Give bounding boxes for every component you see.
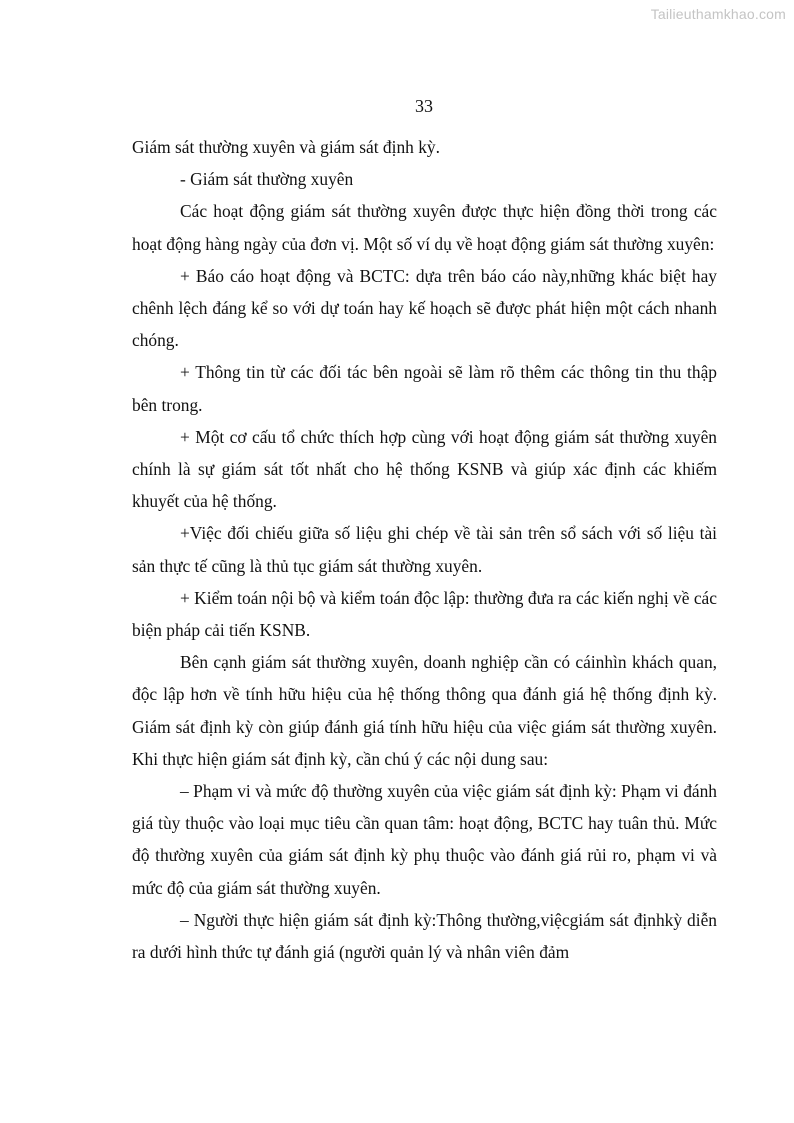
page-number: 33 — [415, 96, 433, 116]
bullet-paragraph: +Việc đối chiếu giữa số liệu ghi chép về tài sản trên sổ sách với số liệu tài sản thực tế cũng là thủ tục giám sát thường xuyên. — [132, 523, 717, 576]
bullet-paragraph: + Kiểm toán nội bộ và kiểm toán độc lập: thường đưa ra các kiến nghị về các biện pháp cải tiến KSNB. — [132, 587, 717, 641]
bullet-paragraph: + Báo cáo hoạt động và BCTC: dựa trên báo cáo này,những khác biệt hay chênh lệch đáng kể so với dự toán hay kế hoạch sẽ được phát hiện một cách nhanh chóng. — [132, 265, 717, 351]
watermark-text: Tailieuthamkhao.com — [650, 6, 786, 22]
bullet-paragraph: + Một cơ cấu tổ chức thích hợp cùng với hoạt động giám sát thường xuyên chính là sự giám sát tốt nhất cho hệ thống KSNB và giúp xác định các khiếm khuyết của hệ thống. — [132, 426, 717, 512]
paragraph: Bên cạnh giám sát thường xuyên, doanh nghiệp cần có cáinhìn khách quan, độc lập hơn về tính hữu hiệu của hệ thống thông qua đánh giá hệ thống định kỳ. Giám sát định kỳ còn giúp đánh giá tính hữu hiệu của việc giám sát thường xuyên. Khi thực hiện giám sát định kỳ, cần chú ý các nội dung sau: — [132, 652, 717, 769]
dash-paragraph: – Người thực hiện giám sát định kỳ:Thông thường,việcgiám sát địnhkỳ diễn ra dưới hình thức tự đánh giá (người quản lý và nhân viên đảm — [132, 909, 717, 963]
paragraph-subheading: - Giám sát thường xuyên — [180, 169, 354, 190]
dash-paragraph: – Phạm vi và mức độ thường xuyên của việc giám sát định kỳ: Phạm vi đánh giá tùy thuộc vào loại mục tiêu cần quan tâm: hoạt động, BCTC hay tuân thủ. Mức độ thường xuyên của giám sát định kỳ phụ thuộc vào đánh giá rủi ro, phạm vi và mức độ của giám sát thường xuyên. — [132, 781, 717, 898]
paragraph: Các hoạt động giám sát thường xuyên được thực hiện đồng thời trong các hoạt động hàng ngày của đơn vị. Một số ví dụ về hoạt động giám sát thường xuyên: — [132, 201, 717, 254]
paragraph-heading: Giám sát thường xuyên và giám sát định kỳ. — [132, 137, 440, 157]
document-body — [132, 131, 717, 968]
bullet-paragraph: + Thông tin từ các đối tác bên ngoài sẽ làm rõ thêm các thông tin thu thập bên trong. — [132, 362, 717, 415]
